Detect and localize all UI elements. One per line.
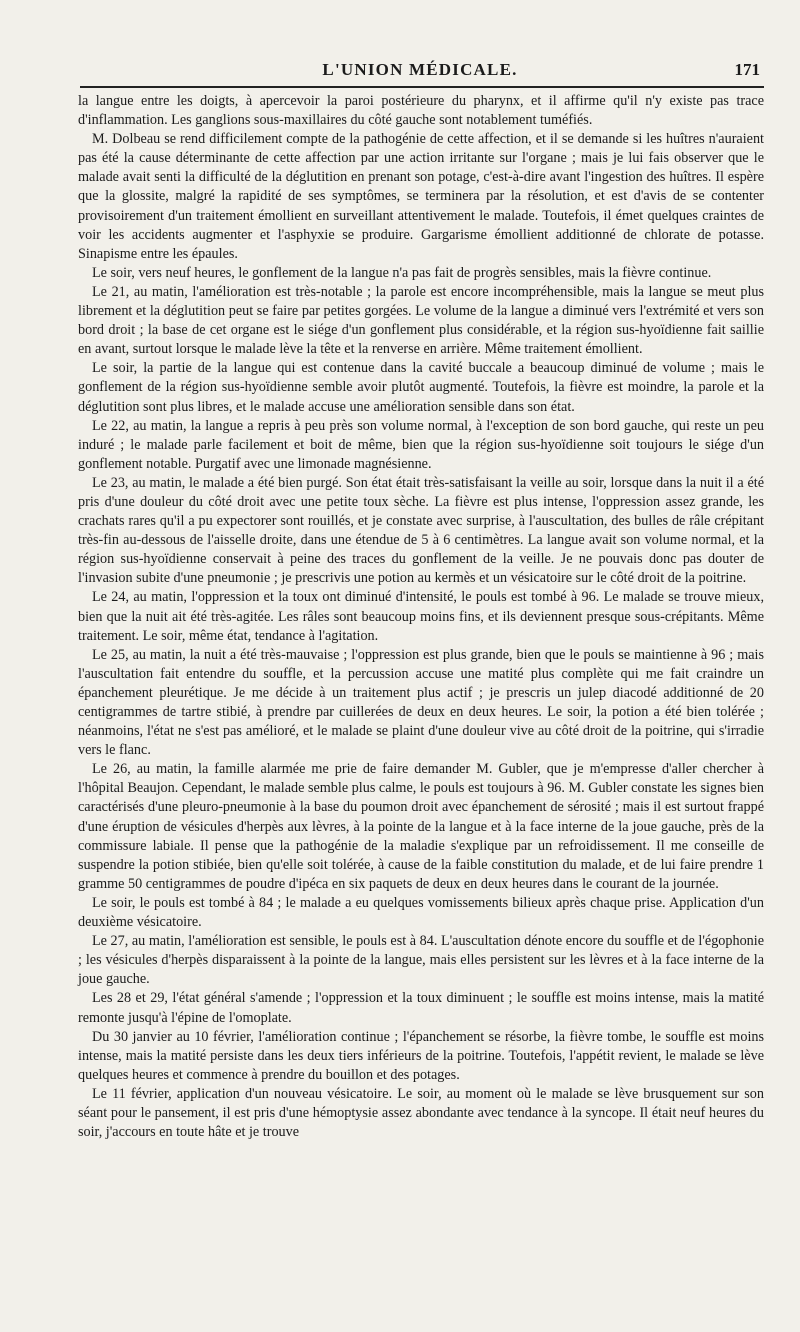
paragraph: Le 22, au matin, la langue a repris à peu près son volume normal, à l'exception de son bord gauche, qui reste un peu induré ; le malade parle facilement et boit de même, bien que la région sus-hyoïdienne soit toujours le siége d'un gonflement notable. Purgatif avec une limonade magnésienne. — [78, 417, 764, 472]
paragraph: Le 25, au matin, la nuit a été très-mauvaise ; l'oppression est plus grande, bien que le pouls se maintienne à 96 ; mais l'auscultation fait entendre du souffle, et la percussion accuse une matité plus complète qui me fait craindre un épanchement pleurétique. Je me décide à un traitement plus actif ; je prescris un julep diacodé additionné de 20 centigrammes de tartre stibié, à prendre par cuillerées de deux en deux heures. Le soir, la potion a été bien tolérée ; néanmoins, l'état ne s'est pas amélioré, et le malade se plaint d'une douleur vive au côté droit de la poitrine, qui s'irradie vers le flanc. — [78, 646, 764, 759]
paragraph: Le soir, la partie de la langue qui est contenue dans la cavité buccale a beaucoup diminué de volume ; mais le gonflement de la région sus-hyoïdienne semble avoir plutôt augmenté. Toutefois, la fièvre est moindre, la parole et la déglutition sont plus libres, et le malade accuse une amélioration sensible dans son état. — [78, 360, 764, 415]
header-rule — [80, 86, 764, 88]
paragraph: Le 11 février, application d'un nouveau vésicatoire. Le soir, au moment où le malade se lève brusquement sur son séant pour le pansement, il est pris d'une hémoptysie assez abondante avec tendance à la syncope. Il était neuf heures du soir, j'accours en toute hâte et je trouve — [78, 1085, 764, 1141]
paragraph: Du 30 janvier au 10 février, l'amélioration continue ; l'épanchement se résorbe, la fièvre tombe, le souffle est moins intense, mais la matité persiste dans les deux tiers inférieurs de la poitrine. Toutefois, l'appétit revient, le malade se lève quelques heures et commence à prendre du bouillon et des potages. — [78, 1028, 764, 1083]
paragraph: Le 23, au matin, le malade a été bien purgé. Son état était très-satisfaisant la veille au soir, lorsque dans la nuit il a été pris d'une douleur du côté droit avec une petite toux sèche. La fièvre est plus intense, l'oppression assez grande, les crachats rares qu'il a pu expectorer sont rouillés, et je constate avec surprise, à l'auscultation, des bulles de râle crépitant très-fin au-dessous de l'aisselle droite, dans une étendue de 5 à 6 centimètres. La langue avait son volume normal, et la région sus-hyoïdienne conservait à peine des traces du gonflement de la veille. Je ne pouvais donc pas douter de l'invasion subite d'une pneumonie ; je prescrivis une potion au kermès et un vésicatoire sur le côté droit de la poitrine. — [78, 474, 764, 587]
paragraph: Le 21, au matin, l'amélioration est très-notable ; la parole est encore incompréhensible, mais la langue se meut plus librement et la déglutition peut se faire par petites gorgées. Le volume de la langue a diminué vers l'extrémité et vers son bord droit ; la base de cet organe est le siége d'un gonflement plus considérable, et la région sus-hyoïdienne fait saillie en avant, surtout lorsque le malade lève la tête et la renverse en arrière. Même traitement émollient. — [78, 283, 764, 358]
paragraph: Le 24, au matin, l'oppression et la toux ont diminué d'intensité, le pouls est tombé à 96. Le malade se trouve mieux, bien que la nuit ait été très-agitée. Les râles sont beaucoup moins fins, et ils deviennent presque sous-crépitants. Même traitement. Le soir, même état, tendance à l'agitation. — [78, 589, 764, 644]
page-number: 171 — [734, 60, 760, 79]
running-title: L'UNION MÉDICALE. — [322, 60, 518, 79]
article-body — [78, 92, 764, 1142]
paragraph: Le 26, au matin, la famille alarmée me prie de faire demander M. Gubler, que je m'empresse d'aller chercher à l'hôpital Beaujon. Cependant, le malade semble plus calme, le pouls est toujours à 96. M. Gubler constate les signes bien caractérisés d'une pleuro-pneumonie à la base du poumon droit avec épanchement de sérosité ; mais il est surtout frappé d'une éruption de vésicules d'herpès aux lèvres, à la pointe de la langue et à la face interne de la joue gauche, près de la commissure labiale. Il pense que la pathogénie de la maladie s'explique par un refroidissement. Il me conseille de suspendre la potion stibiée, bien qu'elle soit tolérée, à cause de la faible constitution du malade, et de lui faire prendre 1 gramme 50 centigrammes de poudre d'ipéca en six paquets de deux en deux heures dans le courant de la journée. — [78, 761, 764, 892]
paragraph: Le 27, au matin, l'amélioration est sensible, le pouls est à 84. L'auscultation dénote encore du souffle et de l'égophonie ; les vésicules d'herpès disparaissent à la pointe de la langue, mais elles persistent sur les lèvres et à la face interne de la joue gauche. — [78, 933, 764, 988]
paragraph: Les 28 et 29, l'état général s'amende ; l'oppression et la toux diminuent ; le souffle est moins intense, mais la matité remonte jusqu'à l'épine de l'omoplate. — [78, 990, 764, 1026]
paragraph: M. Dolbeau se rend difficilement compte de la pathogénie de cette affection, et il se demande si les huîtres n'auraient pas été la cause déterminante de cette affection par une action irritante sur l'organe ; mais je lui fais observer que le malade avait senti la difficulté de la déglutition en prenant son potage, c'est-à-dire avant l'ingestion des huîtres. Il espère que la glossite, malgré la rapidité de ses symptômes, se terminera par la résolution, et est d'avis de se contenter provisoirement d'un traitement émollient en surveillant attentivement le malade. Toutefois, il émet quelques craintes de voir les accidents augmenter et l'asphyxie se produire. Gargarisme émollient additionné de chlorate de potasse. Sinapisme entre les épaules. — [78, 131, 764, 262]
page-header — [80, 52, 760, 80]
paragraph: Le soir, vers neuf heures, le gonflement de la langue n'a pas fait de progrès sensibles, mais la fièvre continue. — [92, 264, 712, 281]
paragraph: Le soir, le pouls est tombé à 84 ; le malade a eu quelques vomissements bilieux après chaque prise. Application d'un deuxième vésicatoire. — [78, 894, 764, 931]
paragraph: la langue entre les doigts, à apercevoir la paroi postérieure du pharynx, et il affirme qu'il n'y existe pas trace d'inflammation. Les ganglions sous-maxillaires du côté gauche sont notablement tuméfiés. — [78, 93, 764, 129]
